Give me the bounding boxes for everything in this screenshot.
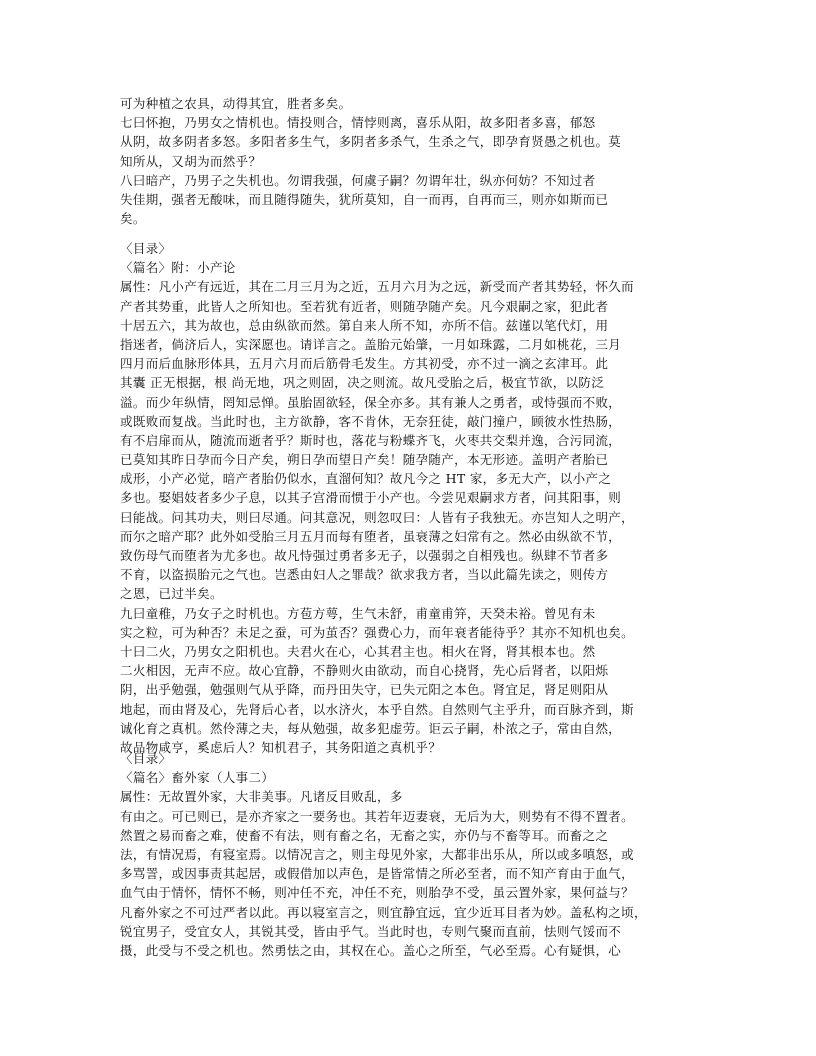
text-line: 有不启扉而从，随流而逝者乎？斯时也，落花与粉蝶齐飞，火枣共交梨并逸，合污同流， xyxy=(120,432,622,448)
text-line: 四月而后血脉形体具，五月六月而后筋骨毛发生。方其初受，亦不过一滴之玄津耳。此 xyxy=(120,356,609,372)
text-line: 指迷者，倘济后人，实深愿也。请详言之。盖胎元始肇，一月如珠露，二月如桃花，三月 xyxy=(120,336,622,352)
text-line: 摄，此受与不受之机也。然勇怯之由，其权在心。盖心之所至，气必至焉。心有疑惧，心 xyxy=(120,942,622,958)
text-line: 致伤母气而堕者为尤多也。故凡恃强过勇者多无子，以强弱之自相残也。纵肆不节者多 xyxy=(120,548,609,563)
text-line: 血气由于情怀，情怀不畅，则冲任不充，冲任不充，则胎孕不受，虽云置外家，果何益与？ xyxy=(120,885,635,901)
text-line: 阴，出乎勉强，勉强则气从乎降，而丹田失守，已失元阳之本色。肾宜足，肾足则阳从 xyxy=(120,682,609,698)
text-line: 诚化育之真机。然伶薄之夫，每从勉强，故多犯虚劳。讵云子嗣，朴浓之子，常由自然， xyxy=(120,720,622,736)
text-line: 有由之。可已则已，是亦齐家之一要务也。其若年迈妻衰，无后为大，则势有不得不置者。 xyxy=(120,808,635,824)
section-title: 〈篇名〉畜外家（人事二） xyxy=(120,770,275,786)
text-line: 而尔之暗产耶？此外如受胎三月五月而每有堕者，虽衰薄之妇常有之。然必由纵欲不节， xyxy=(120,528,622,544)
text-line: 地起，而由肾及心，先肾后心者，以水济火，本乎自然。自然则气主乎升，而百脉齐到，斯 xyxy=(120,701,635,717)
text-line: 锐宜男子，受宜女人，其锐其受，皆由乎气。当此时也，专则气聚而直前，怯则气馁而不 xyxy=(120,923,622,939)
text-line: 或既败而复战。当此时也，主方欲静，客不肯休，无奈狂徒，敲门撞户，顾彼水性热肠， xyxy=(120,413,622,429)
text-line: 多骂詈，或因事责其起居，或假借加以声色，是皆常情之所必至者，而不知产育由于血气， xyxy=(120,866,635,882)
text-line: 已莫知其昨日孕而今日产矣，朔日孕而望日产矣！随孕随产，本无形迹。盖明产者胎已 xyxy=(120,452,609,468)
section-title: 〈篇名〉附：小产论 xyxy=(120,260,236,276)
text-block-xu-waijia xyxy=(120,749,700,960)
text-line: 九曰童稚，乃女子之时机也。方苞方萼，生气未舒，甫童甫笄，天癸未裕。曾见有未 xyxy=(120,605,596,621)
catalog-tag: 〈目录〉 xyxy=(120,751,172,766)
text-line: 法，有情况焉，有寝室焉。以情况言之，则主母见外家，大都非出乐从，所以或多嗔怒，或 xyxy=(120,846,635,862)
text-line: 可为种植之农具，动得其宜，胜者多矣。 xyxy=(120,96,352,111)
text-line: 多也。娶娼妓者多少子息，以其子宫滑而惯于小产也。今尝见艰嗣求方者，问其阳事，则 xyxy=(120,490,622,506)
text-line: 曰能战。问其功夫，则曰尽通。问其意况，则忽叹曰：人皆有子我独无。亦岂知人之明产， xyxy=(120,509,635,525)
text-line: 然置之易而畜之难，使畜不有法，则有畜之名，无畜之实，亦仍与不畜等耳。而畜之之 xyxy=(120,827,609,843)
text-line: 之恩，已过半矣。 xyxy=(120,586,223,602)
text-line: 八曰暗产，乃男子之失机也。勿谓我强，何虞子嗣？勿谓年壮，纵亦何妨？不知过者 xyxy=(120,172,596,188)
text-line: 溢。而少年纵情，罔知忌惮。虽胎固欲轻，保全亦多。其有兼人之勇者，或恃强而不败， xyxy=(120,394,622,410)
text-line: 实之粒，可为种否？未足之蚕，可为茧否？强费心力，而年衰者能待乎？其亦不知机也矣。 xyxy=(120,624,635,640)
text-line: 二火相因，无声不应。故心宜静，不静则火由欲动，而自心挠肾，先心后肾者，以阳烁 xyxy=(120,663,609,679)
text-line: 十居五六，其为故也，总由纵欲而然。第自来人所不知，亦所不信。兹谨以笔代灯，用 xyxy=(120,317,609,333)
text-line: 成形，小产必觉，暗产者胎仍似水，直溜何知？故凡今之 HT 家，多无大产，以小产之 xyxy=(120,471,612,487)
text-line: 知所从，又胡为而然乎？ xyxy=(120,153,262,169)
text-line: 凡畜外家之不可过严者以此。再以寝室言之，则宜静宜远，宜少近耳目者为妙。盖私构之顷， xyxy=(120,904,647,920)
text-line: 七曰怀抱，乃男女之情机也。情投则合，情悖则离，喜乐从阳，故多阳者多喜，郁怒 xyxy=(120,115,596,131)
text-block-fangzhong xyxy=(120,94,700,228)
text-line: 其囊 正无根据，根 尚无地，巩之则固，决之则流。故凡受胎之后，极宜节欲，以防泛 xyxy=(120,375,605,391)
text-line: 不育，以盗损胎元之气也。岂悉由妇人之罪哉？欲求我方者，当以此篇先读之，则传方 xyxy=(120,567,609,583)
text-line: 属性：凡小产有远近，其在二月三月为之近，五月六月为之远，新受而产者其势轻，怀久而 xyxy=(120,279,635,295)
text-line: 失佳期，强者无酸味，而且随得随失，犹所莫知，自一而再，自再而三，则亦如斯而已 xyxy=(120,191,609,207)
text-line: 产者其势重，此皆人之所知也。至若犹有近者，则随孕随产矣。凡今艰嗣之家，犯此者 xyxy=(120,298,609,314)
text-line: 矣。 xyxy=(120,211,146,227)
text-block-xiaochan-lun xyxy=(120,239,700,834)
catalog-tag: 〈目录〉 xyxy=(120,241,172,256)
text-line: 十曰二火，乃男女之阳机也。夫君火在心，心其君主也。相火在肾，肾其根本也。然 xyxy=(120,643,596,659)
text-line: 故品物咸亨，奚虑后人？知机君子，其务阳道之真机乎？ xyxy=(120,739,442,755)
text-line: 从阴，故多阴者多怒。多阳者多生气，多阴者多杀气，生杀之气，即孕育贤愚之机也。莫 xyxy=(120,134,622,150)
text-line: 属性：无故置外家，大非美事。凡诸反目败乱，多 xyxy=(120,789,403,805)
